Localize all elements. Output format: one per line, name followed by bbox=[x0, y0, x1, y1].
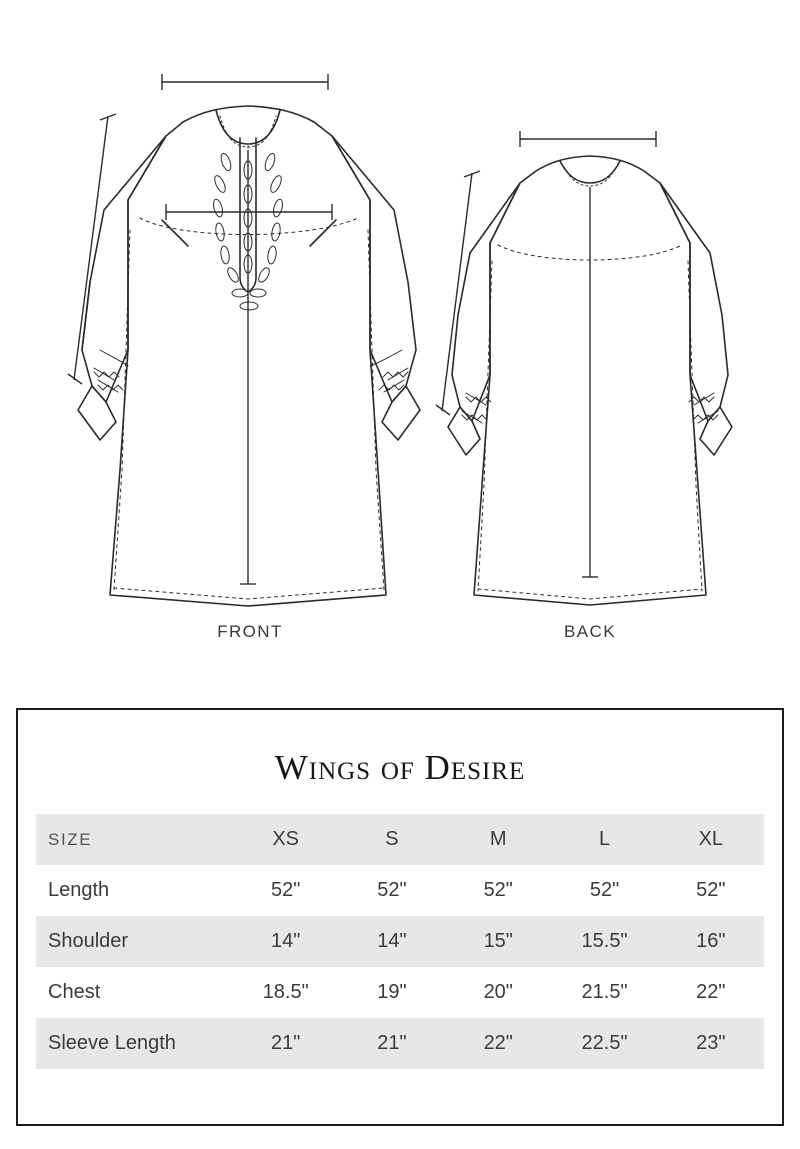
table-header-row bbox=[36, 814, 764, 865]
garment-front-illustration bbox=[70, 50, 430, 620]
cell-shoulder-xs: 14" bbox=[233, 916, 339, 967]
size-column-xs: XS bbox=[233, 814, 339, 865]
cell-sleeve-m: 22" bbox=[445, 1018, 551, 1069]
cell-chest-l: 21.5" bbox=[551, 967, 657, 1018]
cell-shoulder-l: 15.5" bbox=[551, 916, 657, 967]
cell-sleeve-xl: 23" bbox=[658, 1018, 764, 1069]
cell-shoulder-xl: 16" bbox=[658, 916, 764, 967]
cell-length-m: 52" bbox=[445, 865, 551, 916]
front-view-caption: FRONT bbox=[217, 622, 283, 641]
size-column-l: L bbox=[551, 814, 657, 865]
table-row bbox=[36, 1018, 764, 1069]
cell-chest-xl: 22" bbox=[658, 967, 764, 1018]
size-column-m: M bbox=[445, 814, 551, 865]
cell-length-l: 52" bbox=[551, 865, 657, 916]
size-chart-table bbox=[36, 814, 764, 1069]
size-column-header: SIZE bbox=[36, 814, 233, 865]
cell-chest-xs: 18.5" bbox=[233, 967, 339, 1018]
cell-chest-m: 20" bbox=[445, 967, 551, 1018]
cell-length-s: 52" bbox=[339, 865, 445, 916]
row-label-shoulder: Shoulder bbox=[36, 916, 233, 967]
row-label-chest: Chest bbox=[36, 967, 233, 1018]
garment-back-illustration bbox=[440, 125, 740, 620]
table-row bbox=[36, 865, 764, 916]
cell-chest-s: 19" bbox=[339, 967, 445, 1018]
cell-length-xl: 52" bbox=[658, 865, 764, 916]
cell-sleeve-s: 21" bbox=[339, 1018, 445, 1069]
cell-sleeve-xs: 21" bbox=[233, 1018, 339, 1069]
row-label-length: Length bbox=[36, 865, 233, 916]
size-column-xl: XL bbox=[658, 814, 764, 865]
cell-shoulder-s: 14" bbox=[339, 916, 445, 967]
cell-length-xs: 52" bbox=[233, 865, 339, 916]
size-column-s: S bbox=[339, 814, 445, 865]
size-chart-panel bbox=[16, 708, 784, 1126]
chart-title: Wings of Desire bbox=[274, 748, 526, 787]
table-row bbox=[36, 967, 764, 1018]
table-row bbox=[36, 916, 764, 967]
cell-sleeve-l: 22.5" bbox=[551, 1018, 657, 1069]
row-label-sleeve-length: Sleeve Length bbox=[36, 1018, 233, 1069]
cell-shoulder-m: 15" bbox=[445, 916, 551, 967]
back-view-caption: BACK bbox=[564, 622, 616, 641]
